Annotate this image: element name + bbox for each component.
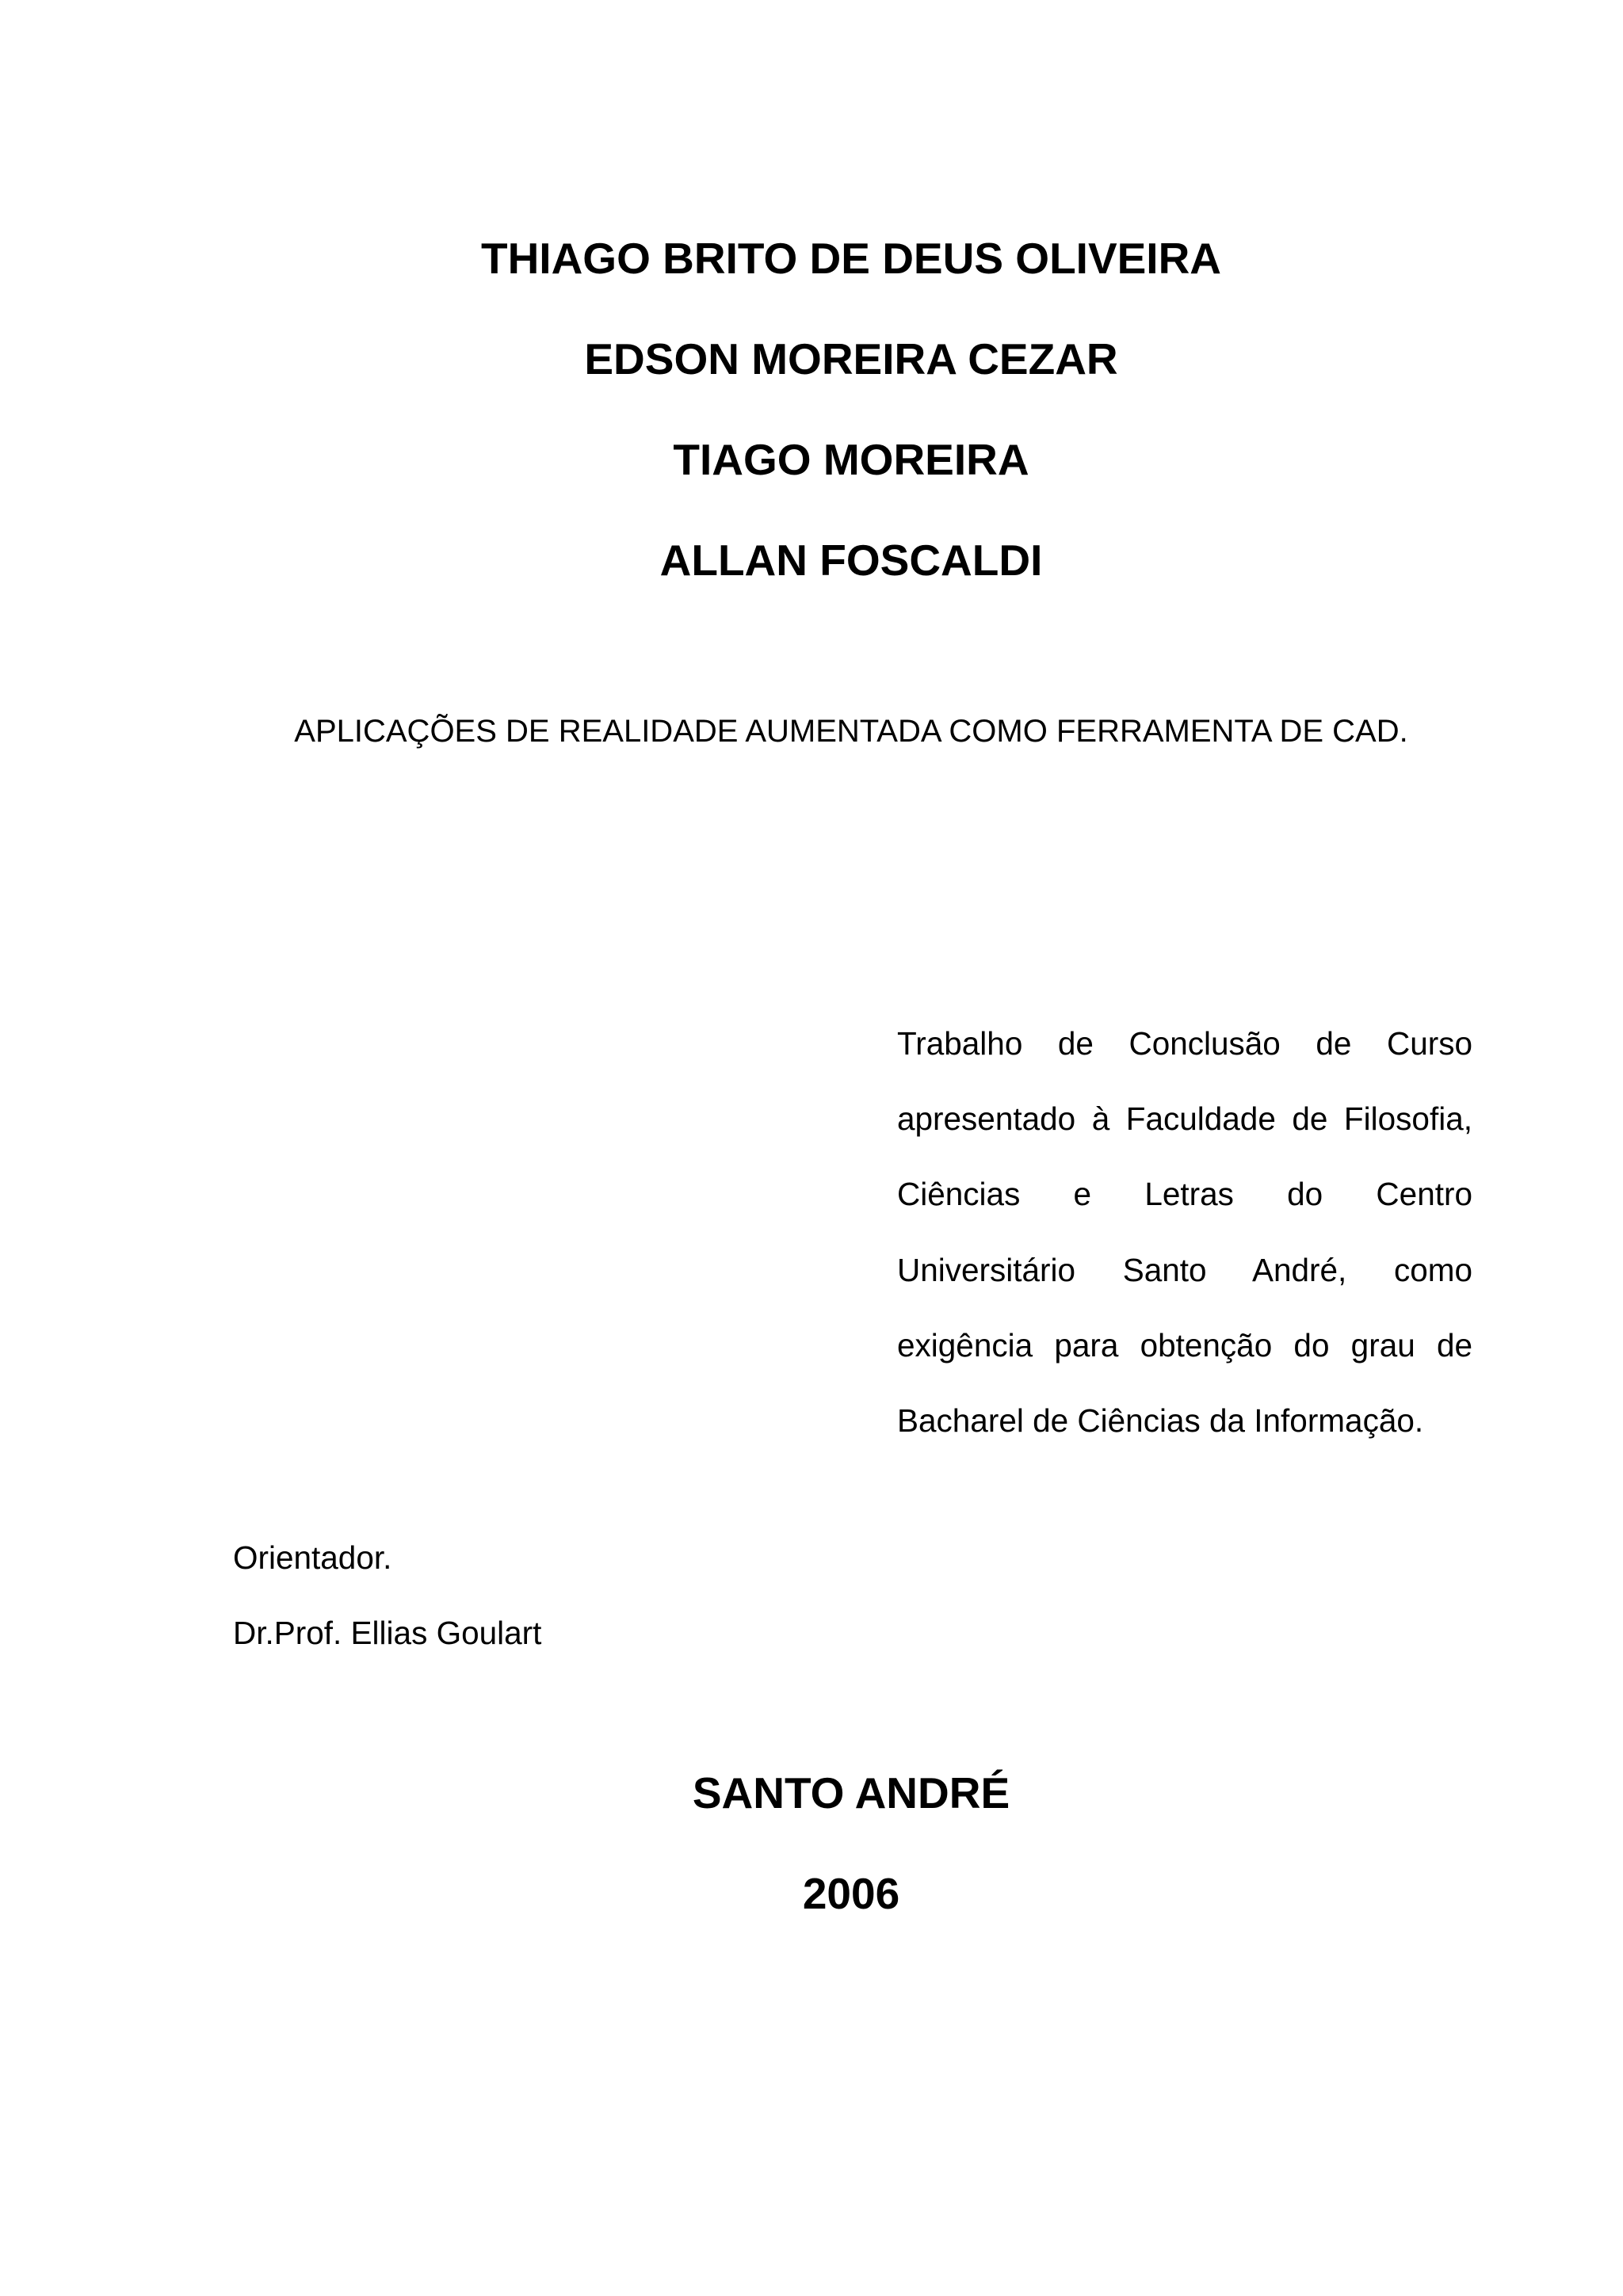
- purpose-line-3: Ciências e Letras do Centro: [897, 1176, 1472, 1213]
- author-name-2: EDSON MOREIRA CEZAR: [584, 334, 1118, 383]
- author-name-3: TIAGO MOREIRA: [673, 435, 1029, 484]
- city: SANTO ANDRÉ: [692, 1768, 1010, 1817]
- advisor-label: Orientador.: [233, 1539, 392, 1576]
- purpose-line-5: exigência para obtenção do grau de: [897, 1326, 1472, 1363]
- author-name-4: ALLAN FOSCALDI: [659, 536, 1043, 585]
- purpose-line-2: apresentado à Faculdade de Filosofia,: [897, 1100, 1472, 1138]
- document-title: APLICAÇÕES DE REALIDADE AUMENTADA COMO FERRAMENTA DE CAD.: [294, 714, 1408, 749]
- purpose-statement: [897, 1006, 1472, 1459]
- purpose-line-1: Trabalho de Conclusão de Curso: [897, 1025, 1472, 1062]
- purpose-line-4: Universitário Santo André, como: [897, 1251, 1472, 1288]
- year: 2006: [802, 1869, 900, 1918]
- purpose-line-6: Bacharel de Ciências da Informação.: [897, 1402, 1424, 1439]
- advisor-name: Dr.Prof. Ellias Goulart: [233, 1615, 542, 1651]
- author-name-1: THIAGO BRITO DE DEUS OLIVEIRA: [480, 234, 1222, 283]
